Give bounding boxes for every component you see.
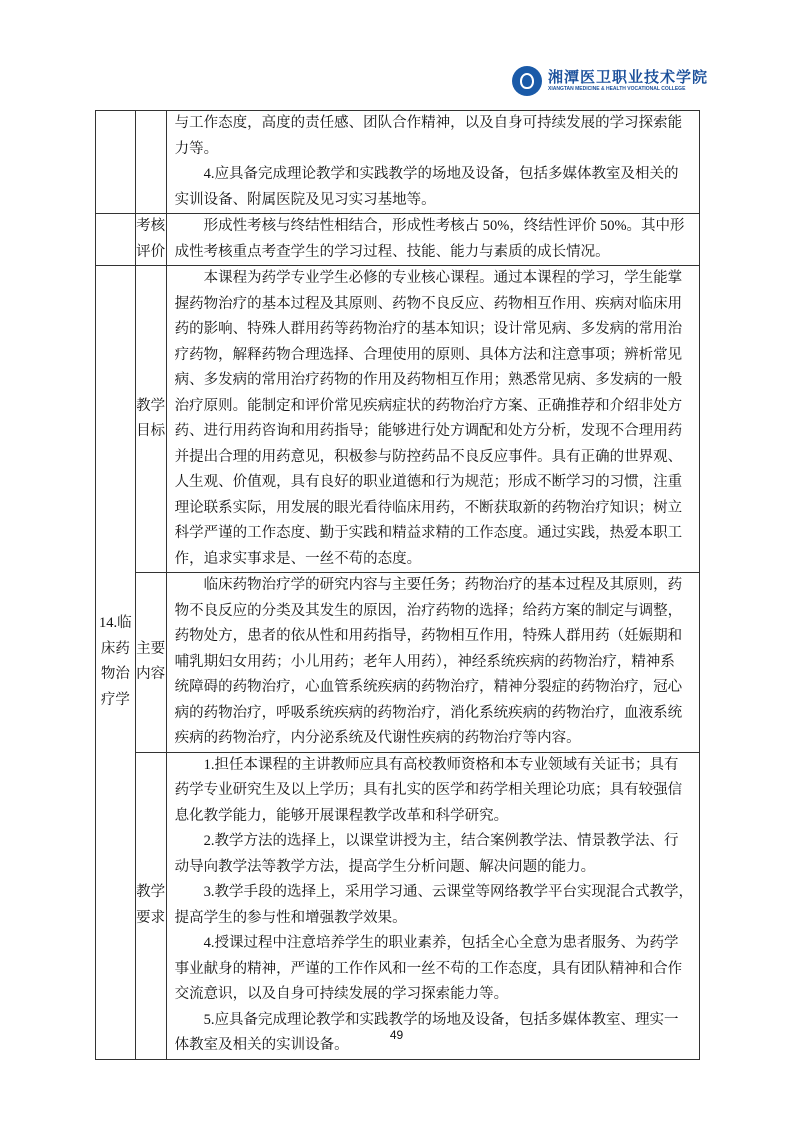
paragraph [175,573,693,752]
college-logo [512,66,708,96]
requirements-label [135,752,166,1059]
text-line: 提高学生的参与性和增强教学效果。 [174,909,407,926]
text-line: 成性考核重点考查学生的学习过程、技能、能力与素质的成长情况。 [174,243,610,260]
prev-course-cell [96,111,136,214]
text-line: 4.应具备完成理论教学和实践教学的场地及设备，包括多媒体教室及相关的 [203,166,679,182]
text-line: 病、多发病的常用治疗药物的作用及药物相互作用；熟悉常见病、多发病的一般 [174,372,683,388]
label-line: 床药 [100,640,130,657]
paragraph [175,880,693,931]
label-line: 评价 [136,243,166,260]
text-line: 哺乳期妇女用药；小儿用药；老年人用药），神经系统疾病的药物治疗，精神系 [174,653,675,670]
text-line: 科学严谨的工作态度、勤于实践和精益求精的工作态度。通过实践，热爱本职工 [174,525,683,541]
paragraph [175,162,693,213]
text-line: 药学专业研究生及以上学历；具有扎实的医学和药学相关理论功底；具有较强信 [174,782,683,798]
label-line: 目标 [136,423,166,439]
text-line: 理论联系实际，用发展的眼光看待临床用药，不断获取新的药物治疗知识；树立 [174,499,683,516]
text-line: 2.教学方法的选择上，以课堂讲授为主，结合案例教学法、情景教学法、行 [203,833,679,849]
text-line: 疾病的药物治疗，内分泌系统及代谢性疾病的药物治疗等内容。 [174,730,581,746]
content-label [135,573,166,753]
text-line: 本课程为药学专业学生必修的专业核心课程。通过本课程的学习，学生能掌 [203,270,683,286]
prev-requirements-label [135,111,166,214]
label-line: 主要 [136,640,166,657]
text-line: 药、进行用药咨询和用药指导；能够进行处方调配和处方分析，发现不合理用药 [174,423,683,439]
text-line: 交流意识，以及自身可持续发展的学习探索能力等。 [174,986,509,1002]
assessment-label [135,214,166,266]
paragraph [175,111,693,162]
text-line: 体教室及相关的实训设备。 [174,1037,349,1053]
text-line: 作，追求实事求是、一丝不苟的态度。 [174,550,422,567]
course-table [95,110,700,1060]
label-line: 疗学 [100,691,130,708]
text-line: 治疗原则。能制定和评价常见疾病症状的药物治疗方案、正确推荐和介绍非处方 [174,397,683,414]
objectives-label [135,266,166,573]
text-line: 动导向教学法等教学方法，提高学生分析问题、解决问题的能力。 [174,858,596,875]
text-line: 4.授课过程中注意培养学生的职业素养，包括全心全意为患者服务、为药学 [203,935,679,951]
text-line: 息化教学能力，能够开展课程教学改革和科学研究。 [174,807,509,824]
text-line: 力等。 [174,140,219,157]
text-line: 人生观、价值观，具有良好的职业道德和行为规范；形成不断学习的习惯，注重 [174,474,683,490]
paragraph [175,931,693,1008]
logo-english-name: XIANGTAN MEDICINE & HEALTH VOCATIONAL COLLEGE [548,85,686,92]
paragraph [175,266,693,572]
text-line: 5.应具备完成理论教学和实践教学的场地及设备，包括多媒体教室、理实一 [203,1011,679,1028]
text-line: 疗药物，解释药物合理选择、合理使用的原则、具体方法和注意事项；辨析常见 [174,346,683,363]
text-line: 统障碍的药物治疗，心血管系统疾病的药物治疗，精神分裂症的药物治疗，冠心 [174,679,683,695]
page-number: 49 [389,1028,404,1042]
assessment-text [166,214,699,266]
label-line: 考核 [136,218,166,234]
text-line: 并提出合理的用药意见，积极参与防控药品不良反应事件。具有正确的世界观、 [174,448,683,465]
label-line: 物治 [100,666,130,683]
text-line: 物不良反应的分类及其发生的原因，治疗药物的选择；给药方案的制定与调整， [174,602,683,619]
college-seal-icon [512,66,542,96]
text-line: 1.担任本课程的主讲教师应具有高校教师资格和本专业领域有关证书；具有 [203,756,679,773]
logo-chinese-name: 湘潭医卫职业技术学院 [548,69,709,86]
label-line: 要求 [136,909,166,926]
text-line: 形成性考核与终结性相结合，形成性考核占 50%，终结性评价 50%。其中形 [203,218,685,234]
label-line: 教学 [136,397,166,414]
text-line: 临床药物治疗学的研究内容与主要任务；药物治疗的基本过程及其原则，药 [203,577,683,593]
label-line: 教学 [136,884,166,900]
text-line: 病的药物治疗，呼吸系统疾病的药物治疗，消化系统疾病的药物治疗，血液系统 [174,704,683,721]
text-line: 实训设备、附属医院及见习实习基地等。 [174,191,436,208]
text-line: 3.教学手段的选择上，采用学习通、云课堂等网络教学平台实现混合式教学， [203,884,693,900]
paragraph [175,829,693,880]
text-line: 药物处方，患者的依从性和用药指导，药物相互作用，特殊人群用药（妊娠期和 [174,628,683,644]
paragraph [175,753,693,830]
text-line: 与工作态度，高度的责任感、团队合作精神，以及自身可持续发展的学习探索能 [174,115,683,131]
label-line: 内容 [136,666,166,683]
objectives-text [166,266,699,573]
text-line: 握药物治疗的基本过程及其原则、药物不良反应、药物相互作用、疾病对临床用 [174,295,683,312]
prev-requirements-text [166,111,699,214]
content-text [166,573,699,753]
text-line: 药的影响、特殊人群用药等药物治疗的基本知识；设计常见病、多发病的常用治 [174,321,683,337]
paragraph [175,214,693,265]
requirements-text [166,752,699,1059]
course-title [96,266,136,1060]
text-line: 事业献身的精神，严谨的工作作风和一丝不苟的工作态度，具有团队精神和合作 [174,960,683,977]
label-line: 14.临 [99,615,132,632]
prev-course-cell-2 [96,214,136,266]
